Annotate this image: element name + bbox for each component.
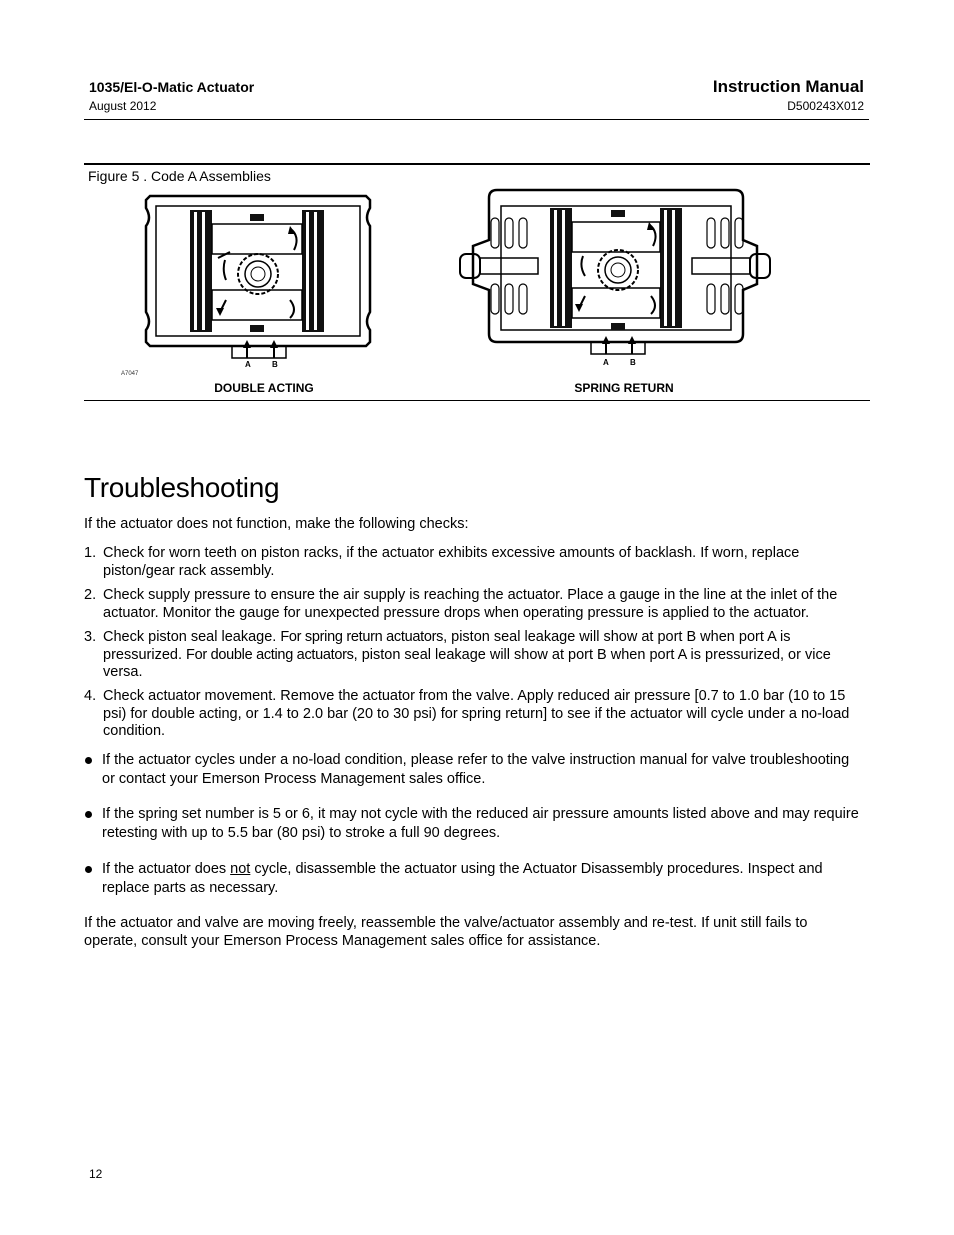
check-text: Check actuator movement. Remove the actuator from the valve. Apply reduced air pressure [0.7 to 1.0 bar (10 to 15 psi) for double acting, or 1.4 to 2.0 bar (20 to 30 psi) for spring return] to see if the actuator will cycle under a no-load condition. — [103, 688, 850, 739]
spring-return-term: For spring return actuators — [280, 629, 444, 645]
check-item — [84, 688, 859, 741]
port-b-label-left: B — [272, 360, 278, 369]
check-text: Check supply pressure to ensure the air supply is reaching the actuator. Place a gauge in the line at the inlet of the actuator. Monitor the gauge for unexpected pressure drops when operating pressure is applied to the actuator. — [103, 587, 838, 621]
bullet-text-part: cycle, disassemble the actuator using the Actuator Disassembly procedures. Inspect and replace parts as necessary. — [102, 861, 823, 896]
bullet-text: If the spring set number is 5 or 6, it may not cycle with the reduced air pressure amounts listed above and may require retesting with up to 5.5 bar (80 psi) to stroke a full 90 degrees. — [102, 806, 859, 841]
bullet-item — [84, 805, 859, 843]
check-number: 4. — [84, 688, 97, 704]
check-item — [84, 587, 859, 622]
check-text-part: , piston seal leakage will show at port B when port A is pressurized. — [103, 629, 791, 663]
check-item — [84, 629, 859, 682]
port-b-label-right: B — [630, 358, 636, 367]
check-text — [103, 629, 859, 682]
bullet-dot — [85, 757, 92, 764]
port-a-label-left: A — [245, 360, 251, 369]
port-a-label-right: A — [603, 358, 609, 367]
check-text: Check for worn teeth on piston racks, if the actuator exhibits excessive amounts of backlash. If worn, replace piston/gear rack assembly. — [103, 545, 800, 579]
figure-bottom-rule — [84, 400, 870, 401]
double-acting-term: For double acting actuators — [186, 646, 354, 663]
bullet-item — [84, 751, 859, 789]
figure-code: A7047 — [121, 371, 139, 377]
spring-return-label: SPRING RETURN — [574, 381, 674, 395]
header-rule — [84, 119, 869, 120]
double-acting-label: DOUBLE ACTING — [214, 381, 314, 395]
bullet-text-part: If the actuator does — [102, 861, 231, 877]
manual-type: Instruction Manual — [712, 77, 864, 96]
section-heading: Troubleshooting — [84, 472, 280, 503]
spring-return-diagram — [455, 184, 775, 370]
intro-text: If the actuator does not function, make the following checks: — [84, 516, 469, 532]
figure-caption: Figure 5 . Code A Assemblies — [88, 168, 271, 184]
check-text-part: , piston seal leakage will show at port B when port A is pressurized, or vice versa. — [103, 646, 831, 680]
bullet-text: If the actuator cycles under a no-load condition, please refer to the valve instruction manual for valve troubleshooting or contact your Emerson Process Management sales office. — [102, 752, 850, 787]
check-number: 3. — [84, 629, 97, 645]
double-acting-diagram — [140, 190, 380, 370]
document-title: 1035/El-O-Matic Actuator — [89, 79, 255, 95]
bullet-text — [102, 860, 859, 898]
check-item — [84, 545, 859, 580]
emphasis-not: not — [230, 861, 251, 877]
bullet-dot — [85, 866, 92, 873]
document-date: August 2012 — [89, 99, 157, 113]
document-number: D500243X012 — [787, 99, 864, 113]
check-number: 2. — [84, 587, 97, 603]
bullet-dot — [85, 811, 92, 818]
closing-paragraph: If the actuator and valve are moving freely, reassemble the valve/actuator assembly and re-test. If unit still fails to operate, consult your Emerson Process Management sales office for assistance. — [84, 915, 808, 949]
check-number: 1. — [84, 545, 97, 561]
page-number: 12 — [89, 1167, 103, 1181]
figure-top-rule — [84, 163, 870, 165]
bullet-item — [84, 860, 859, 898]
check-text-part: Check piston seal leakage. — [103, 629, 281, 645]
